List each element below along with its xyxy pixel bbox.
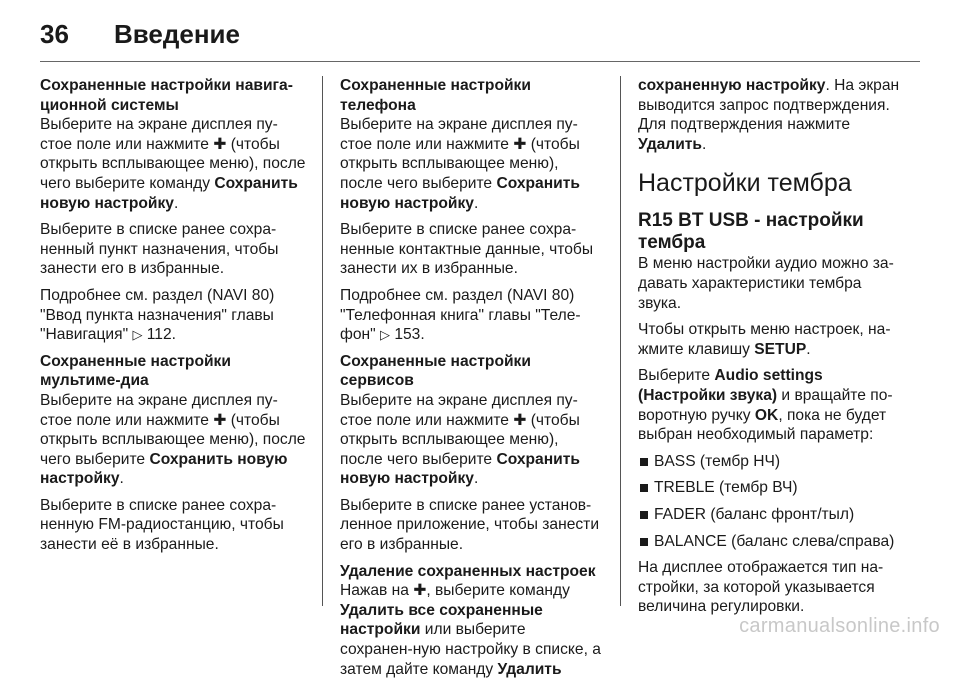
text: . <box>702 135 707 153</box>
text: Чтобы открыть меню настроек, на-жмите клавишу <box>638 321 891 358</box>
paragraph: Выберите в списке ранее сохра-ненный пункт назначения, чтобы занести его в избранные. <box>40 221 279 278</box>
text: Выберите на экране дисплея пу-стое поле или нажмите <box>40 116 278 153</box>
column-1 <box>40 76 308 562</box>
plus-icon: ✚ <box>213 411 227 429</box>
key-label: SETUP <box>754 340 807 358</box>
text: (чтобы открыть всплывающее меню), после чего выберите <box>340 411 580 468</box>
key-label: OK <box>754 406 779 424</box>
section-title-tone-settings: Настройки тембра <box>638 169 852 198</box>
text: Выберите на экране дисплея пу-стое поле или нажмите <box>340 116 578 153</box>
paragraph: В меню настройки аудио можно за-давать характеристики тембра звука. <box>638 255 894 312</box>
text: (чтобы открыть всплывающее меню), после чего выберите команду <box>40 135 306 192</box>
paragraph <box>638 76 908 154</box>
plus-icon: ✚ <box>213 135 227 153</box>
column-divider <box>620 76 621 606</box>
subsection-heading-r15: R15 BT USB - настройки тембра <box>638 210 864 254</box>
paragraph: Выберите на экране дисплея пу-стое поле или нажмите ✚ (чтобы открыть всплывающее меню), после чего выберите Сохранить новую настройку. <box>340 116 580 212</box>
section-heading-services: Сохраненные настройки сервисов <box>340 352 531 390</box>
paragraph <box>40 286 308 345</box>
paragraph: Выберите на экране дисплея пу-стое поле или нажмите ✚ (чтобы открыть всплывающее меню), после чего выберите команду Сохранить новую настройку. <box>40 116 306 212</box>
text: , выберите команду <box>426 582 570 600</box>
paragraph: Выберите в списке ранее установ-ленное приложение, чтобы занести его в избранные. <box>340 496 600 554</box>
page-reference: 153. <box>394 326 425 344</box>
text: , пока не будет выбран необходимый параметр: <box>638 406 887 444</box>
plus-icon: ✚ <box>513 411 527 429</box>
command-label: Удалить <box>638 135 703 153</box>
command-label: Audio settings (Настройки звука) <box>638 367 823 404</box>
header-rule <box>40 61 920 62</box>
reference-arrow-icon: ▷ <box>132 327 143 343</box>
command-label: Удалить <box>497 660 562 678</box>
list-item: BASS (тембр НЧ) <box>638 452 908 472</box>
paragraph <box>638 366 908 444</box>
text: Выберите на экране дисплея пу-стое поле или нажмите <box>340 391 578 429</box>
command-label: Сохранить новую настройку <box>340 450 580 488</box>
command-label: Сохранить новую настройку <box>40 174 298 212</box>
list-item: BALANCE (баланс слева/справа) <box>638 532 908 552</box>
text: Нажав на <box>340 582 414 600</box>
text: . <box>806 340 811 358</box>
column-divider <box>322 76 323 606</box>
page-title: Введение <box>114 18 240 49</box>
paragraph: На дисплее отображается тип на-стройки, за которой указывается величина регулировки. <box>638 559 884 616</box>
plus-icon: ✚ <box>513 135 527 153</box>
command-label: Удалить все сохраненные настройки <box>340 601 543 639</box>
list-item: TREBLE (тембр ВЧ) <box>638 478 908 498</box>
column-2 <box>340 76 602 686</box>
text: Выберите <box>638 367 715 385</box>
watermark: carmanualsonline.info <box>739 615 940 637</box>
paragraph: Выберите в списке ранее сохра-ненные контактные данные, чтобы занести их в избранные. <box>340 221 594 278</box>
plus-icon: ✚ <box>413 582 427 600</box>
column-3 <box>638 76 908 624</box>
page-reference: 112. <box>146 326 176 344</box>
page-header <box>40 14 240 54</box>
command-label: сохраненную настройку <box>638 77 826 94</box>
text: (чтобы открыть всплывающее меню), после чего выберите <box>340 135 580 192</box>
list-item: FADER (баланс фронт/тыл) <box>638 505 908 525</box>
parameter-list <box>638 452 908 551</box>
section-heading-delete: Удаление сохраненных настроек <box>340 562 596 580</box>
paragraph <box>340 581 602 679</box>
section-heading-phone: Сохраненные настройки телефона <box>340 77 531 114</box>
paragraph <box>638 320 908 359</box>
text: (чтобы открыть всплывающее меню), после чего выберите <box>40 411 306 468</box>
paragraph: Выберите на экране дисплея пу-стое поле или нажмите ✚ (чтобы открыть всплывающее меню), после чего выберите Сохранить новую настройку. <box>340 391 580 488</box>
command-label: Сохранить новую настройку <box>340 174 580 212</box>
text: . На экран выводится запрос подтверждения. Для подтверждения нажмите <box>638 77 900 134</box>
text: Выберите на экране дисплея пу-стое поле или нажмите <box>40 391 278 429</box>
text: Подробнее см. раздел (NAVI 80) "Телефонная книга" главы "Теле-фон" <box>340 286 581 344</box>
reference-arrow-icon: ▷ <box>379 327 390 343</box>
text: или выберите сохранен-ную настройку в списке, а затем дайте команду <box>340 621 601 678</box>
section-heading-multimedia: Сохраненные настройки мультиме-диа <box>40 352 231 390</box>
paragraph: Выберите на экране дисплея пу-стое поле или нажмите ✚ (чтобы открыть всплывающее меню), после чего выберите Сохранить новую настройку. <box>40 391 306 488</box>
section-heading-navigation: Сохраненные настройки навига-ционной системы <box>40 77 293 114</box>
text: и вращайте по-воротную ручку <box>638 386 893 424</box>
paragraph: Выберите в списке ранее сохра-ненную FM-радиостанцию, чтобы занести её в избранные. <box>40 496 284 554</box>
command-label: Сохранить новую настройку <box>40 450 288 488</box>
paragraph <box>340 286 602 345</box>
page-number: 36 <box>40 18 69 49</box>
text: Подробнее см. раздел (NAVI 80) "Ввод пункта назначения" главы "Навигация" <box>40 286 275 344</box>
